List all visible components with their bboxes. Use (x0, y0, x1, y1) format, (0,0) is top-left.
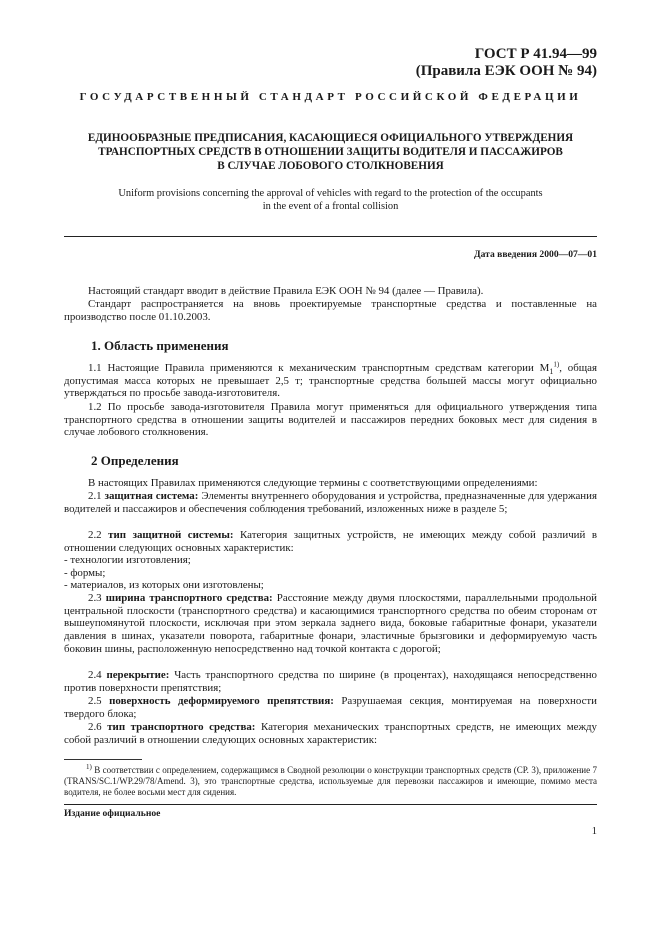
footnote-separator (64, 759, 142, 760)
definition-2-2 (64, 529, 597, 554)
footnote (64, 765, 597, 797)
list-item: - технологии изготовления; (64, 554, 191, 566)
category-subscript: 1 (549, 367, 554, 377)
definition-2-1 (64, 490, 597, 515)
list-item: - материалов, из которых они изготовлены; (64, 579, 264, 592)
list-item: - формы; (64, 566, 106, 579)
definition-text: Часть транспортного средства по ширине (в процентах), находящаяся непосредственно против поверхности препятствия; (64, 669, 597, 694)
defined-term: тип защитной системы: (108, 529, 234, 541)
intro-paragraph: Стандарт распространяется на вновь проектируемые транспортные средства и поставленные на производство после 01.10.2003. (64, 298, 597, 323)
clause-1-2: 1.2 По просьбе завода-изготовителя Правила могут применяться для официального утверждения типа транспортного средства в отношении защиты водителей и пассажиров передних боковых мест для сидения в случае лобового столкновения. (64, 401, 597, 439)
defined-term: тип транспортного средства: (107, 721, 256, 733)
gost-designation (416, 46, 597, 80)
definition-2-3 (64, 592, 597, 656)
title-divider (64, 236, 597, 237)
section-heading: 2 Определения (91, 453, 179, 468)
definition-2-5 (64, 695, 597, 720)
document-title-en (64, 188, 597, 213)
edition-divider (64, 804, 597, 805)
definition-2-6 (64, 721, 597, 746)
clause-number: 2.5 (88, 695, 102, 707)
intro-paragraph: Настоящий стандарт вводит в действие Правила ЕЭК ООН № 94 (далее — Правила). (88, 285, 484, 297)
clause-number: 2.3 (88, 592, 102, 604)
document-title-ru (64, 131, 597, 173)
clause-text: , общая допустимая масса которых не превышает 2,5 т; транспортные средства большей массы могут официально утверждаться по просьбе завода-изготовителя. (64, 362, 597, 400)
state-standard-heading: ГОСУДАРСТВЕННЫЙ СТАНДАРТ РОССИЙСКОЙ ФЕДЕРАЦИИ (79, 91, 582, 103)
definition-text: Элементы внутреннего оборудования и устройства, предназначенные для удержания водителей и пассажиров и обеспечения соблюдения требований, изложенных ниже в разделе 5; (64, 490, 597, 515)
definition-text: Расстояние между двумя плоскостями, параллельными продольной центральной плоскости (транспортного средства) и касающимися транспортного средства по обеим сторонам от вышеупомянутой плоскости, исключая при этом зеркала заднего вида, боковые габаритные фонари, указатели давления в шинах, указатели поворота, габаритные фонари, эластичные брызговики и деформируемую часть боковин шины, расположенную непосредственно над точкой контакта с дорогой; (64, 592, 597, 655)
clause-number: 2.1 (88, 490, 102, 502)
date-of-introduction: Дата введения 2000—07—01 (474, 249, 597, 260)
gost-number: ГОСТ Р 41.94—99 (474, 46, 597, 62)
definition-text: Категория механических транспортных средств, не имеющих между собой различий в отношении следующих основных характеристик: (64, 721, 597, 746)
clause-text: 1.1 Настоящие Правила применяются к механическим транспортным средствам категории M (88, 362, 550, 374)
definition-text: Разрушаемая секция, монтируемая на поверхности твердого блока; (64, 695, 597, 720)
clause-number: 2.4 (88, 669, 102, 681)
definition-2-4 (64, 669, 597, 694)
clause-number: 2.2 (88, 529, 102, 541)
title-line: В СЛУЧАЕ ЛОБОВОГО СТОЛКНОВЕНИЯ (217, 160, 444, 172)
official-edition-label: Издание официальное (64, 808, 161, 819)
section-heading: 1. Область применения (91, 338, 229, 353)
clause-number: 2.6 (88, 721, 102, 733)
page-number: 1 (591, 826, 597, 837)
definition-text: Категория защитных устройств, не имеющих между собой различий в отношении следующих основных характеристик: (64, 529, 598, 554)
clause-1-1 (64, 362, 597, 400)
footnote-ref: 1) (553, 360, 560, 369)
title-line: ЕДИНООБРАЗНЫЕ ПРЕДПИСАНИЯ, КАСАЮЩИЕСЯ ОФИЦИАЛЬНОГО УТВЕРЖДЕНИЯ (87, 132, 574, 144)
defined-term: поверхность деформируемого препятствия: (109, 695, 334, 707)
definitions-intro: В настоящих Правилах применяются следующие термины с соответствующими определениями: (88, 477, 538, 489)
characteristics-list (64, 554, 597, 592)
title-en-line: in the event of a frontal collision (262, 200, 399, 212)
defined-term: защитная система: (104, 490, 199, 502)
title-en-line: Uniform provisions concerning the approval of vehicles with regard to the protection of the occupants (118, 188, 543, 199)
footnote-marker: 1) (86, 763, 92, 771)
defined-term: перекрытие: (106, 669, 170, 681)
title-line: ТРАНСПОРТНЫХ СРЕДСТВ В ОТНОШЕНИИ ЗАЩИТЫ ВОДИТЕЛЯ И ПАССАЖИРОВ (98, 146, 563, 158)
defined-term: ширина транспортного средства: (105, 592, 273, 604)
footnote-text: В соответствии с определением, содержащимся в Сводной резолюции о конструкции транспортных средств (СР. 3), приложение 7 (TRANS/SC.1/WP.29/78/Amend. 3), это транспортные средства, используемые для перевозки пассажиров и имеющие, помимо места водителя, не более восьми мест для сидения. (64, 765, 598, 797)
unece-rule-number: (Правила ЕЭК ООН № 94) (415, 63, 597, 79)
